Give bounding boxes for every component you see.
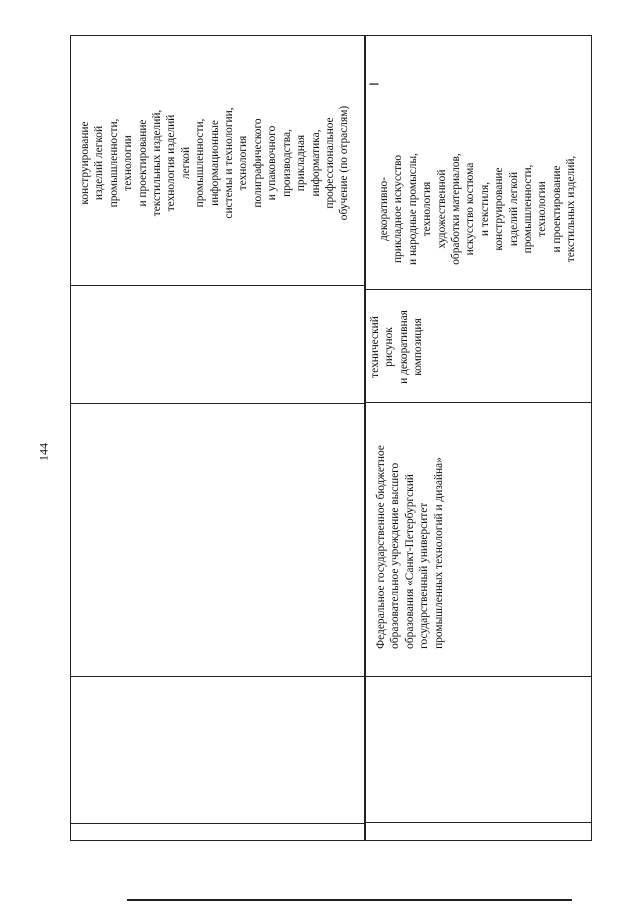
specialty-line: промышленности, [107, 118, 120, 208]
specialty-line: прикладное искусство [392, 154, 405, 264]
specialty-line: обработки материалов, [450, 153, 463, 265]
prev-row-col-line-3 [70, 676, 364, 677]
specialty-line: конструирование [493, 167, 506, 251]
specialty-line: и текстиля, [479, 181, 491, 237]
row-col-line-4 [364, 822, 592, 823]
specialty-line: промышленности, [522, 164, 535, 254]
specialty-line: легкой [179, 146, 192, 180]
institution-line: государственный университет [418, 502, 431, 649]
specialty-line: текстильных изделий, [565, 155, 578, 263]
specialty-line: и проектирование [136, 119, 149, 207]
prev-row-col-line-1 [70, 285, 364, 286]
row-col-line-1 [364, 289, 592, 290]
specialty-line: информатика, [309, 129, 322, 197]
prev-row-col-line-2 [70, 403, 364, 404]
specialty-line: полиграфического [252, 118, 265, 208]
specialty-line: текстильных изделий, [151, 109, 164, 217]
specialty-line: технологии [536, 181, 549, 237]
prev-row-col-line-4 [70, 823, 364, 824]
specialty-line: и упаковочного [266, 125, 279, 201]
row-divider [364, 35, 366, 841]
specialty-line: декоративно- [378, 177, 391, 242]
prev-row-specialties-cell [78, 106, 352, 220]
specialty-line: профессиональное [324, 117, 337, 209]
subject-line: и декоративная [398, 310, 410, 384]
institution-line: образования «Санкт-Петербургский [403, 474, 416, 649]
subject-line: композиция [412, 318, 425, 376]
bottom-rule [127, 899, 572, 901]
specialty-line: искусство костюма [464, 162, 477, 256]
row-marker: I [366, 82, 382, 86]
row-col-line-2 [364, 402, 592, 403]
specialty-line: промышленности, [194, 118, 207, 208]
specialty-line: обучение (по отраслям) [338, 105, 351, 221]
specialty-line: производства, [280, 129, 293, 197]
institution-line: Федеральное государственное бюджетное [374, 445, 387, 649]
specialty-line: прикладная [295, 134, 308, 192]
row-specialties-cell [377, 153, 579, 265]
page-number: 144 [36, 443, 51, 461]
specialty-line: системы и технологии, [223, 107, 236, 219]
specialty-line: информационные [208, 120, 221, 206]
institution-line: образовательное учреждение высшего [389, 462, 402, 649]
specialty-line: технология [421, 181, 434, 237]
institution-line: промышленных технологий и дизайна» [432, 457, 445, 649]
subject-cell [368, 310, 426, 384]
specialty-line: и народные промыслы, [406, 153, 419, 265]
row-col-line-3 [364, 676, 592, 677]
specialty-line: технология [237, 135, 250, 191]
specialty-line: конструирование [79, 121, 92, 205]
specialty-line: художественной [435, 169, 448, 249]
institution-cell [374, 445, 446, 649]
specialty-line: технологии [122, 135, 135, 191]
subject-line: технический [369, 316, 382, 378]
specialty-line: изделий легкой [507, 171, 520, 247]
specialty-line: и проектирование [551, 165, 564, 253]
specialty-line: технология изделий [165, 114, 178, 212]
specialty-line: изделий легкой [93, 125, 106, 201]
subject-line: рисунок [383, 327, 396, 367]
